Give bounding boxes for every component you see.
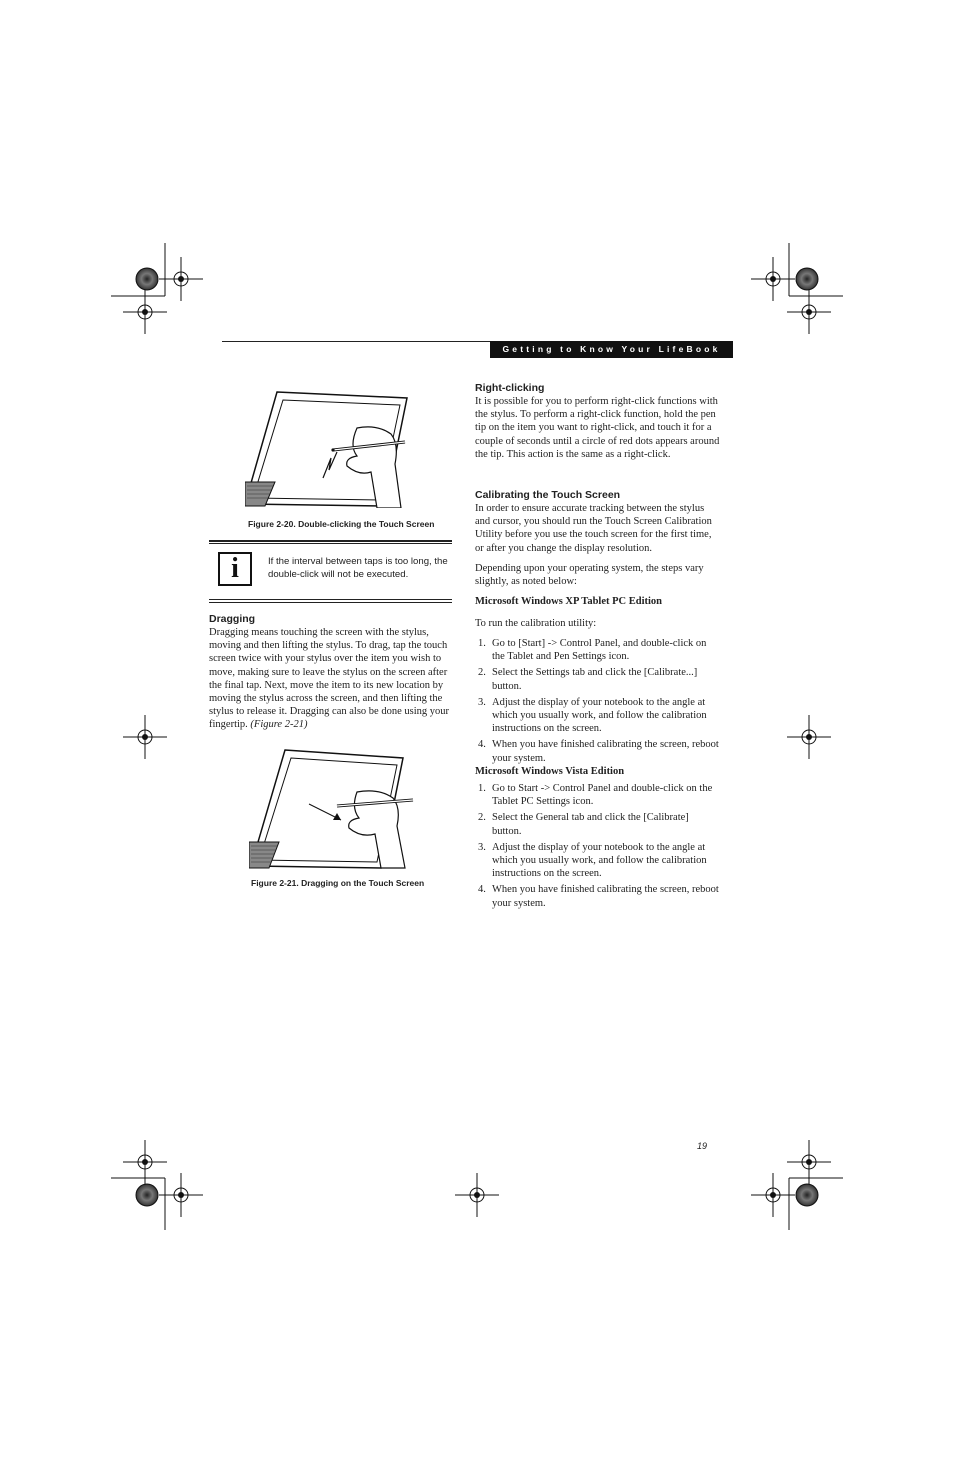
step-text: When you have finished calibrating the screen, reboot your system.: [492, 739, 719, 764]
calibrating-heading: Calibrating the Touch Screen: [475, 489, 621, 501]
vista-heading: Microsoft Windows Vista Edition: [475, 766, 625, 777]
list-item: [475, 637, 720, 663]
dragging-heading: Dragging: [209, 613, 256, 625]
right-clicking-heading: Right-clicking: [475, 382, 545, 394]
figure-dragging-illustration: [249, 748, 429, 870]
vista-steps-list: [475, 782, 720, 913]
step-text: Go to Start -> Control Panel and double-click on the Tablet PC Settings icon.: [492, 783, 713, 808]
xp-heading: Microsoft Windows XP Tablet PC Edition: [475, 596, 662, 607]
list-item: [475, 782, 720, 808]
list-item: [475, 841, 720, 881]
dragging-body-text: Dragging means touching the screen with the stylus, moving and then lifting the stylus. To drag, tap the touch screen twice with your stylus over the item you wish to move, making sure to leave the stylus on the screen after the final tap. Next, move the item to its new location by moving the stylus across the screen, and then lifting the stylus to release it. Dragging can also be done using your fingertip.: [209, 627, 449, 731]
step-number: 1.: [478, 783, 486, 794]
figure-caption: Figure 2-21. Dragging on the Touch Screen: [251, 878, 425, 888]
step-text: Go to [Start] -> Control Panel, and double-click on the Tablet and Pen Settings icon.: [492, 638, 707, 663]
step-number: 3.: [478, 696, 486, 708]
step-number: 4.: [478, 739, 486, 751]
section-title: Getting to Know Your LifeBook: [490, 341, 733, 358]
note-rule-top-inner: [209, 543, 452, 544]
list-item: [475, 883, 720, 909]
calibrating-body: In order to ensure accurate tracking between the stylus and cursor, you should run the Touch Screen Calibration Utility before you use the touch screen for the first time, or after you change the display resolution.: [475, 503, 712, 554]
figure-reference-link[interactable]: (Figure 2-21): [250, 719, 308, 731]
right-clicking-body: It is possible for you to perform right-click functions with the stylus. To perform a right-click function, hold the pen tip on the item you want to right-click, and touch it for a couple of seconds until a circle of red dots appears around the tip. This action is the same as a right-click.: [475, 396, 720, 460]
list-item: [475, 811, 720, 837]
step-text: Adjust the display of your notebook to the angle at which you usually work, and follow the calibration instructions on the screen.: [492, 696, 707, 735]
info-icon: i: [218, 552, 252, 586]
step-number: 4.: [478, 884, 486, 896]
step-number: 2.: [478, 667, 486, 679]
dragging-body: [209, 626, 454, 732]
step-text: Select the General tab and click the [Calibrate] button.: [492, 812, 689, 837]
header-rule: [222, 341, 490, 342]
xp-steps-list: [475, 637, 720, 768]
calibrating-os-note: Depending upon your operating system, the steps vary slightly, as noted below:: [475, 563, 704, 588]
note-rule-bottom-inner: [209, 599, 452, 600]
note-rule-top: [209, 540, 452, 542]
figure-double-click-illustration: [245, 390, 425, 508]
step-number: 3.: [478, 841, 486, 853]
step-number: 1.: [478, 638, 486, 649]
figure-caption: Figure 2-20. Double-clicking the Touch Screen: [248, 519, 435, 529]
step-number: 2.: [478, 812, 486, 824]
step-text: Adjust the display of your notebook to the angle at which you usually work, and follow the calibration instructions on the screen.: [492, 841, 707, 880]
list-item: [475, 696, 720, 736]
step-text: When you have finished calibrating the screen, reboot your system.: [492, 884, 719, 909]
list-item: [475, 666, 720, 692]
note-box: [209, 540, 452, 602]
page-number: 19: [697, 1141, 708, 1151]
step-text: Select the Settings tab and click the [Calibrate...] button.: [492, 667, 698, 692]
xp-intro: To run the calibration utility:: [475, 618, 597, 629]
list-item: [475, 738, 720, 764]
note-rule-bottom: [209, 602, 452, 603]
note-text: If the interval between taps is too long, the double-click will not be executed.: [268, 556, 448, 580]
